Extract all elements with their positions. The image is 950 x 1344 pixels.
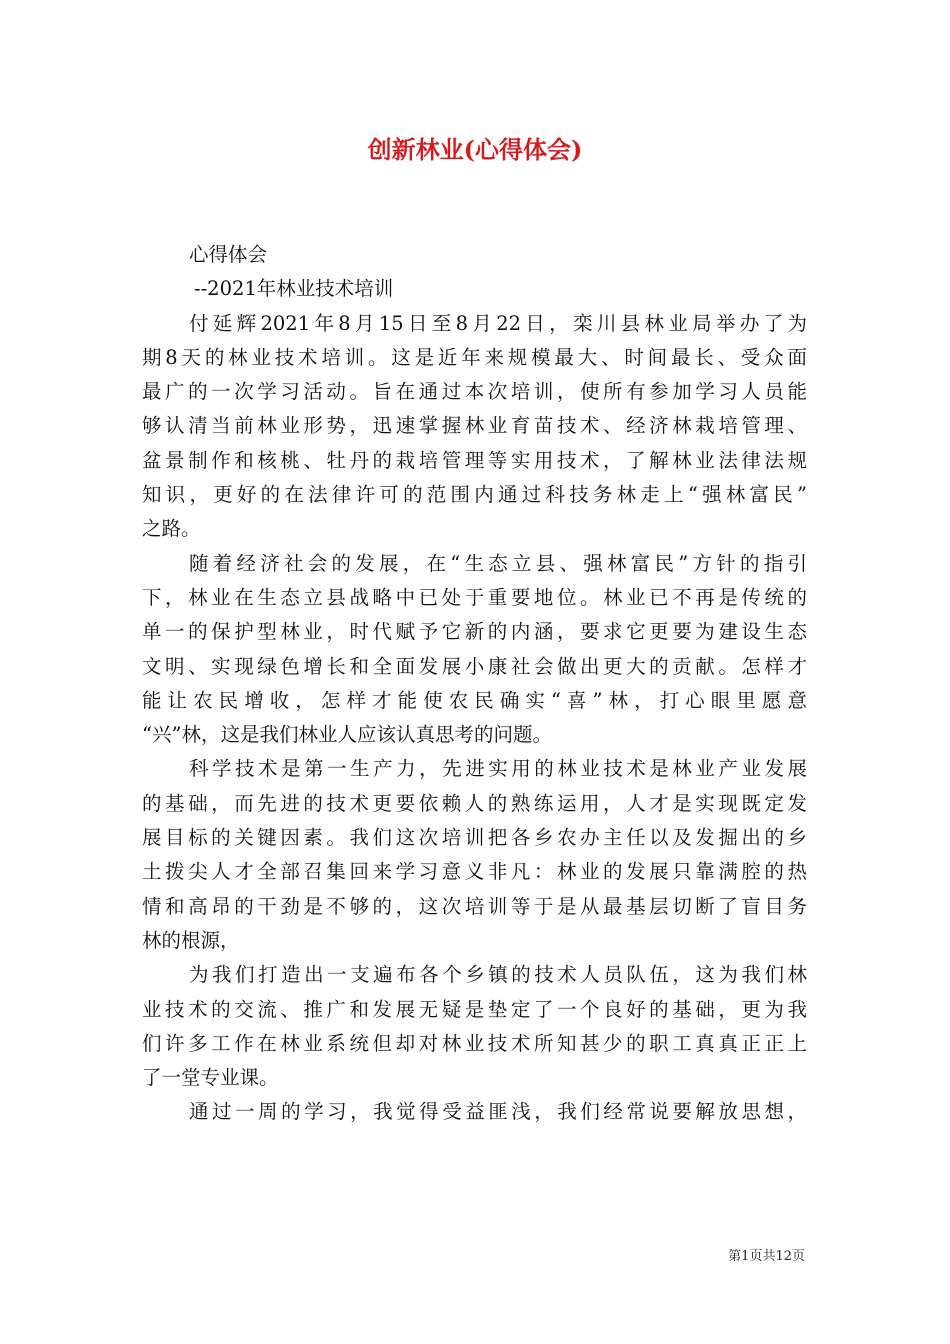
body-text-line: 能让农民增收，怎样才能使农民确实“喜”林，打心眼里愿意 [142,688,807,712]
body-text-line: 够认清当前林业形势，迅速掌握林业育苗技术、经济林栽培管理、 [142,414,807,438]
body-text-line: 期8天的林业技术培训。这是近年来规模最大、时间最长、受众面 [142,345,807,369]
body-text-line: 文明、实现绿色增长和全面发展小康社会做出更大的贡献。怎样才 [142,654,807,678]
body-text-line: “兴”林，这是我们林业人应该认真思考的问题。 [142,723,552,747]
body-text-line: 为我们打造出一支遍布各个乡镇的技术人员队伍，这为我们林 [189,963,807,987]
body-text-line: 付延辉2021年8月15日至8月22日，栾川县林业局举办了为 [189,311,807,335]
body-text-line: 的基础，而先进的技术更要依赖人的熟练运用，人才是实现既定发 [142,791,807,815]
body-text-line: 之路。 [142,517,201,541]
body-text-line: 林的根源， [142,928,240,952]
body-text-line: 盆景制作和核桃、牡丹的栽培管理等实用技术，了解林业法律法规 [142,448,807,472]
body-text-line: 心得体会 [189,243,268,266]
body-text-line: --2021年林业技术培训 [194,277,394,301]
page-number-footer: 第1页共12页 [728,1249,805,1264]
body-text-line: 了一堂专业课。 [142,1066,279,1090]
body-text-line: 随着经济社会的发展，在“生态立县、强林富民”方针的指引 [189,551,807,575]
body-text-line: 下，林业在生态立县战略中已处于重要地位。林业已不再是传统的 [142,585,807,609]
body-text-line: 们许多工作在林业系统但却对林业技术所知甚少的职工真真正正上 [142,1031,807,1055]
body-text-line: 展目标的关键因素。我们这次培训把各乡农办主任以及发掘出的乡 [142,826,807,850]
body-text-line: 土拨尖人才全部召集回来学习意义非凡：林业的发展只靠满腔的热 [142,860,807,884]
document-body [142,238,807,1130]
body-text-line: 科学技术是第一生产力，先进实用的林业技术是林业产业发展 [189,757,807,781]
body-text-line: 通过一周的学习，我觉得受益匪浅，我们经常说要解放思想， [189,1100,807,1124]
body-text-line: 情和高昂的干劲是不够的，这次培训等于是从最基层切断了盲目务 [142,894,807,918]
body-text-line: 单一的保护型林业，时代赋予它新的内涵，要求它更要为建设生态 [142,620,807,644]
body-text-line: 最广的一次学习活动。旨在通过本次培训，使所有参加学习人员能 [142,380,807,404]
body-text-line: 业技术的交流、推广和发展无疑是垫定了一个良好的基础，更为我 [142,997,807,1021]
body-text-line: 知识，更好的在法律许可的范围内通过科技务林走上“强林富民” [142,483,807,507]
document-title: 创新林业(心得体会) [367,135,583,164]
